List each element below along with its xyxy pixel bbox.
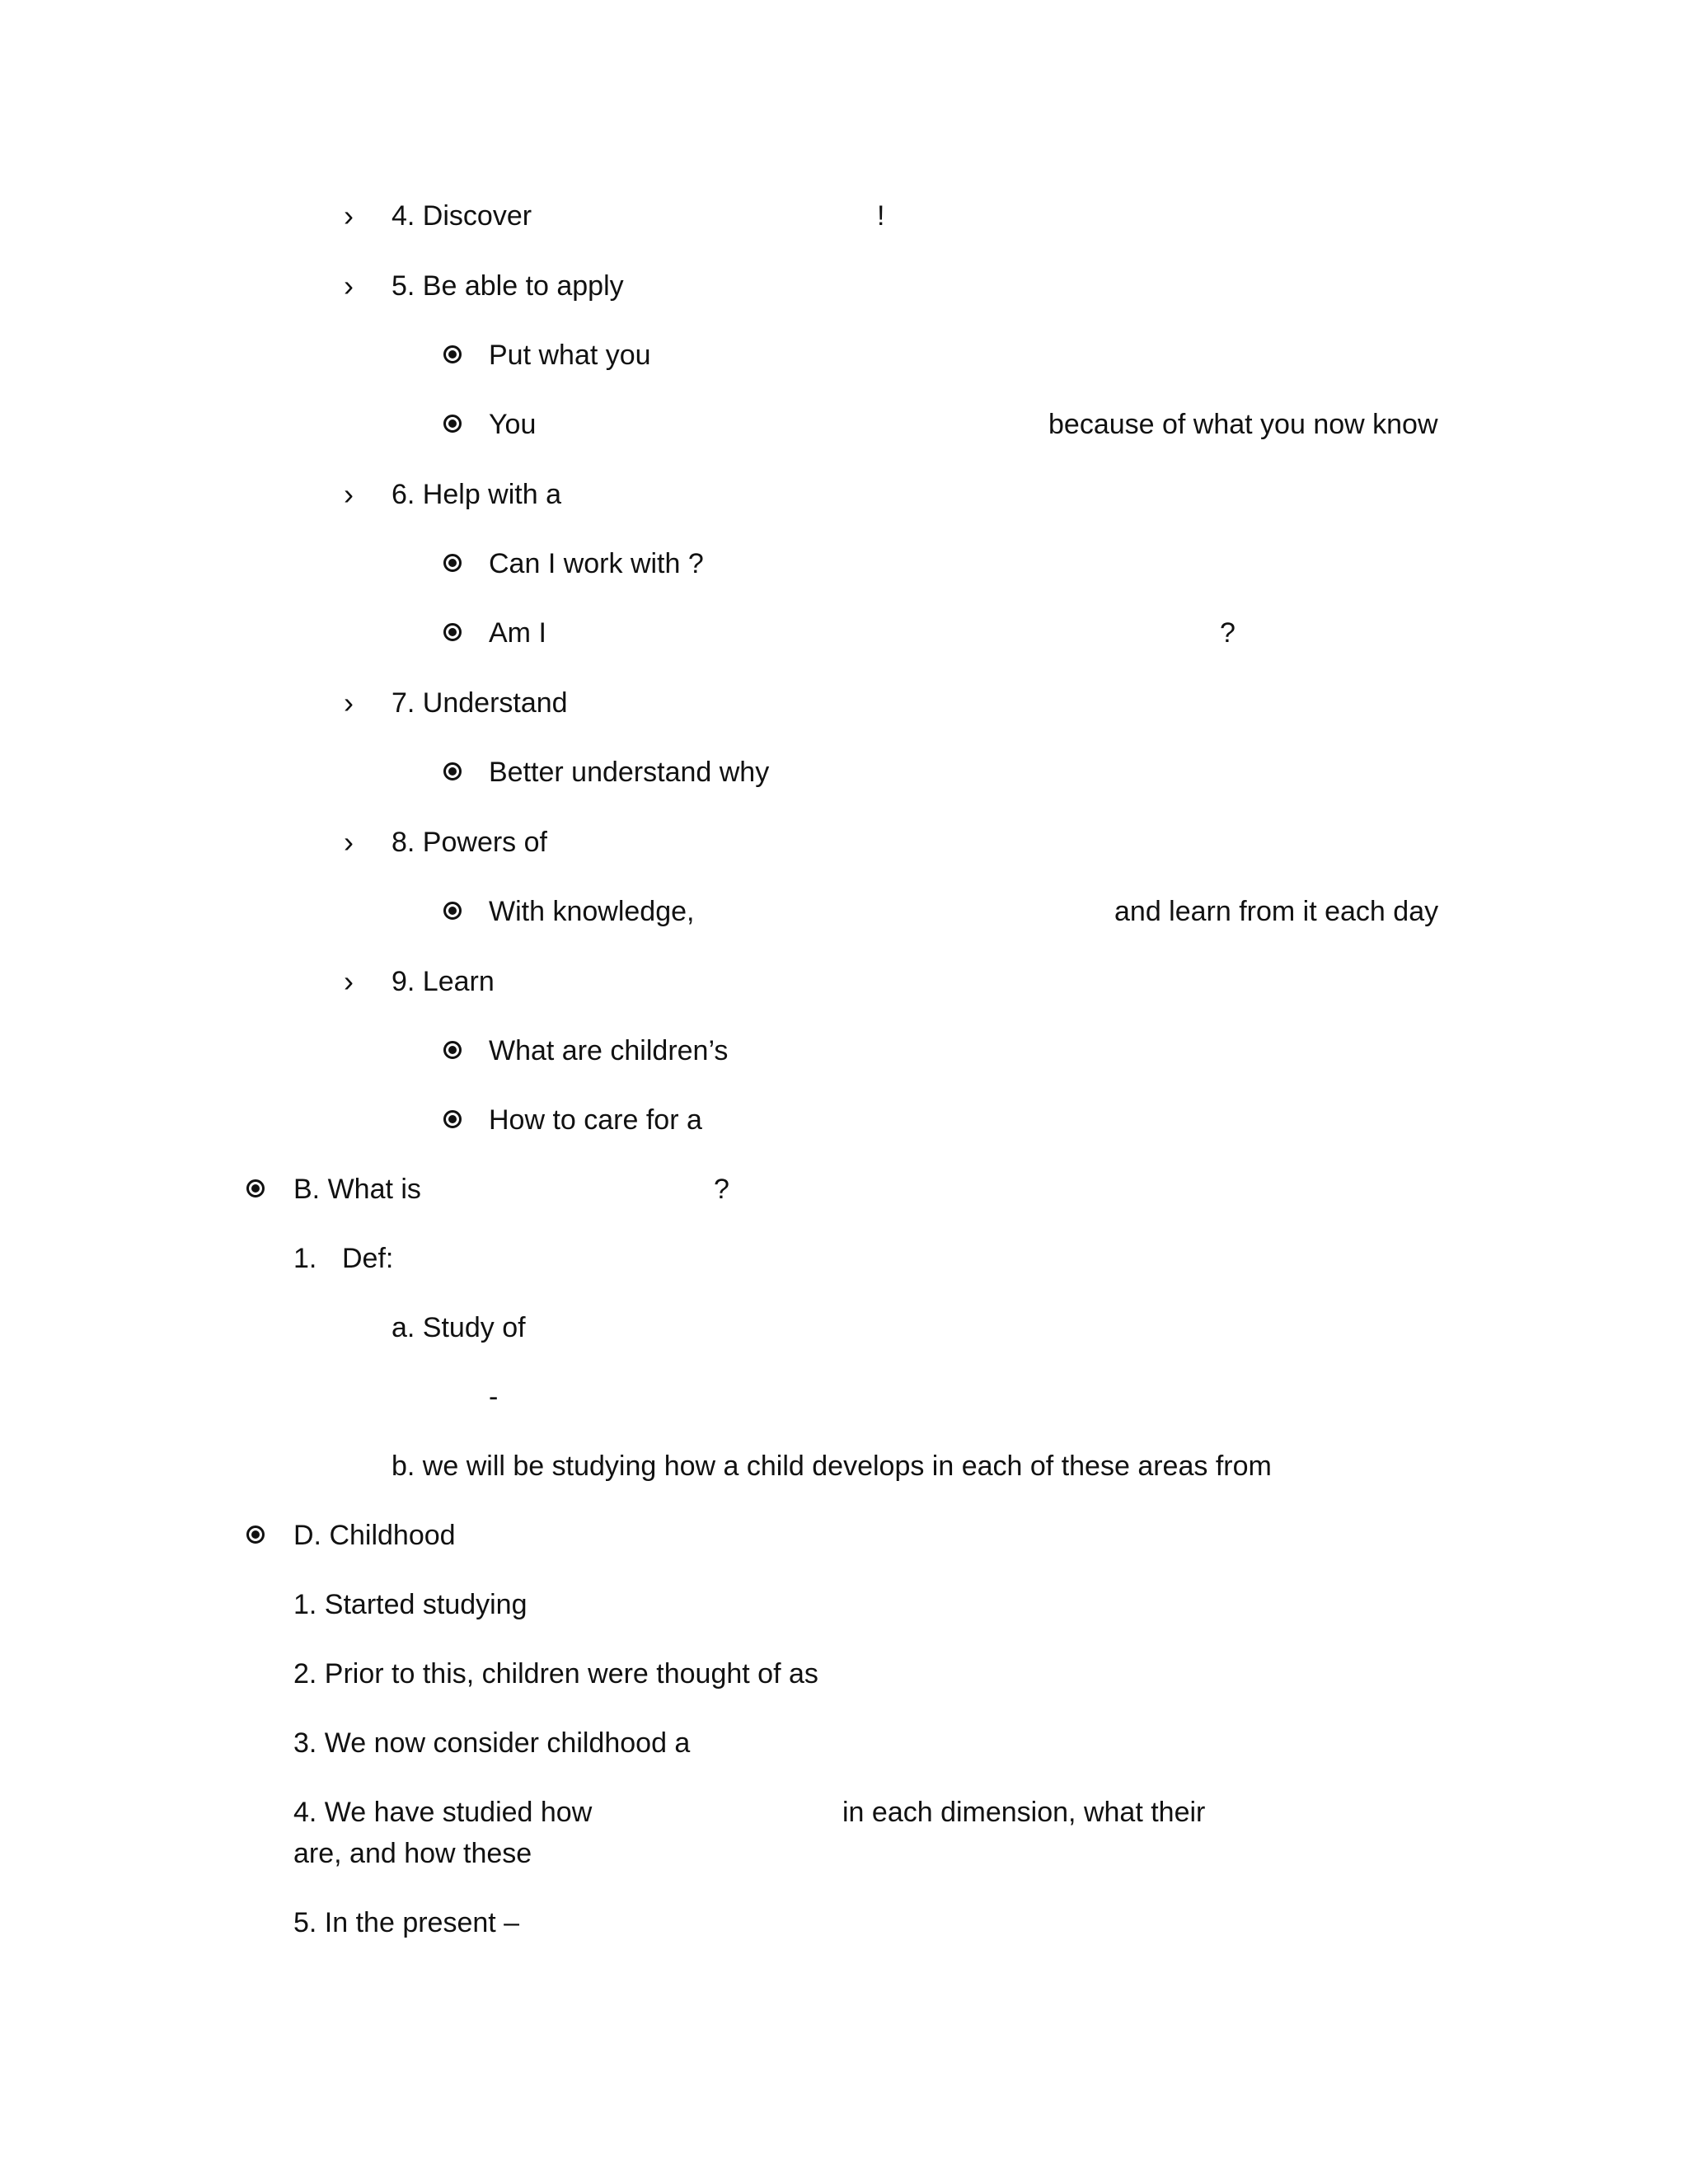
chevron-right-icon: › [344,477,354,511]
childhood-item: 5. In the present – [293,1907,520,1938]
outline-item-powers: 8. Powers of [392,827,547,858]
def-item-a: a. Study of [392,1312,526,1343]
def-label: Def: [342,1243,394,1274]
radio-bullet-icon [443,415,462,433]
radio-bullet-icon [443,623,462,641]
outline-subitem: Put what you [489,340,651,371]
radio-bullet-icon [443,902,462,920]
childhood-item: 1. Started studying [293,1589,528,1620]
outline-item-apply: 5. Be able to apply [392,270,624,302]
radio-bullet-icon [443,345,462,363]
outline-item-learn: 9. Learn [392,966,495,997]
childhood-item: 2. Prior to this, children were thought of as [293,1658,818,1690]
outline-item-understand: 7. Understand [392,687,568,719]
outline-item-discover-trailing: ! [877,200,885,232]
outline-subitem: You [489,409,537,440]
chevron-right-icon: › [344,825,354,859]
def-item-b: b. we will be studying how a child develops in each of these areas from [392,1451,1272,1482]
section-heading-d: D. Childhood [293,1520,456,1551]
def-item-dash: - [489,1381,499,1413]
section-heading-b: B. What is [293,1174,421,1205]
outline-item-discover: 4. Discover [392,200,532,232]
outline-subitem-trailing: because of what you now know [1048,409,1438,440]
radio-bullet-icon [246,1526,265,1544]
chevron-right-icon: › [344,964,354,998]
outline-subitem: Am I [489,617,546,649]
chevron-right-icon: › [344,686,354,719]
outline-subitem: What are children’s [489,1035,729,1066]
outline-subitem: Can I work with ? [489,548,704,579]
outline-subitem: Better understand why [489,757,770,788]
childhood-item-trailing: in each dimension, what their [842,1797,1206,1828]
radio-bullet-icon [443,762,462,780]
radio-bullet-icon [443,554,462,572]
section-heading-b-trailing: ? [714,1174,729,1205]
outline-subitem-trailing: ? [1220,617,1236,649]
outline-subitem: How to care for a [489,1104,702,1136]
childhood-item: 3. We now consider childhood a [293,1727,691,1759]
chevron-right-icon: › [344,269,354,302]
radio-bullet-icon [246,1179,265,1197]
radio-bullet-icon [443,1110,462,1128]
outline-subitem: With knowledge, [489,896,695,927]
childhood-item: 4. We have studied how [293,1797,593,1828]
def-number: 1. [293,1243,317,1274]
chevron-right-icon: › [344,199,354,232]
outline-item-help: 6. Help with a [392,479,561,510]
radio-bullet-icon [443,1041,462,1059]
childhood-item-continuation: are, and how these [293,1838,532,1869]
outline-subitem-trailing: and learn from it each day [1114,896,1439,927]
